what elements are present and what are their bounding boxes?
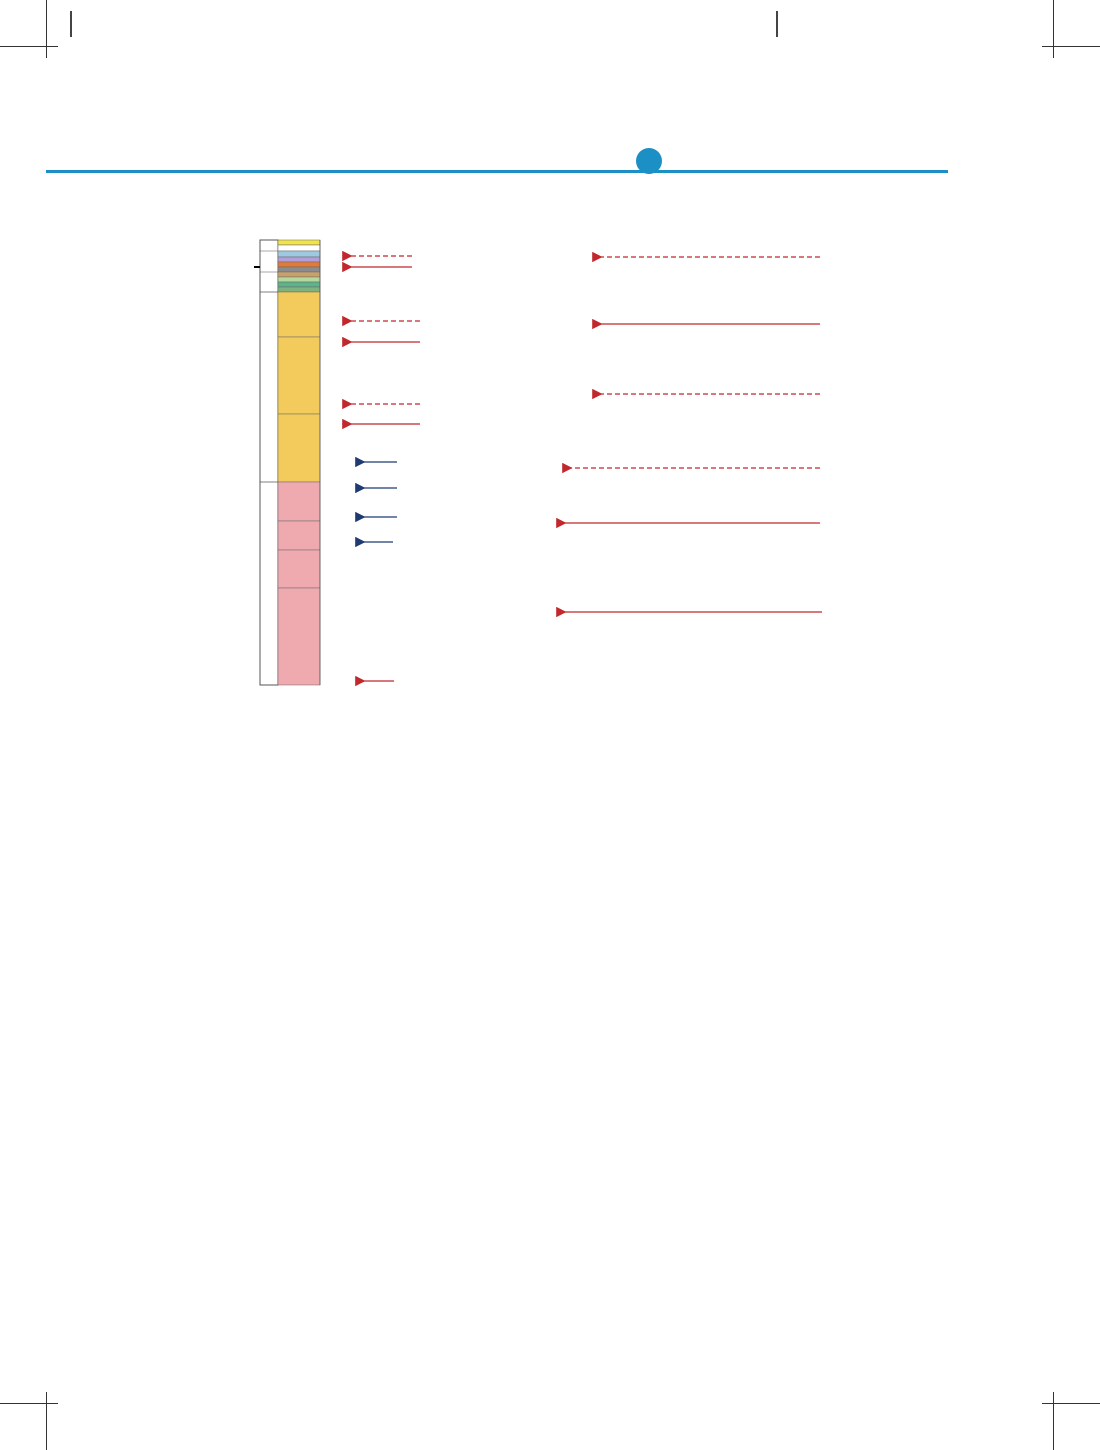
gray-calibration-bar xyxy=(70,11,72,37)
unit-pt1 xyxy=(278,414,320,482)
crop-mark xyxy=(1042,46,1100,47)
crop-mark xyxy=(46,0,47,58)
band-d xyxy=(278,272,320,277)
unit-ar3 xyxy=(278,482,320,521)
continental-evolution-diagram xyxy=(250,230,850,690)
part-label xyxy=(636,148,662,179)
unit-ar0 xyxy=(278,588,320,685)
unit-pt2 xyxy=(278,337,320,414)
unit-ar1 xyxy=(278,550,320,588)
band-p xyxy=(278,262,320,267)
unit-ar2 xyxy=(278,521,320,550)
color-calibration-bar xyxy=(776,11,778,37)
band-j xyxy=(278,251,320,257)
era-label-column xyxy=(260,240,278,685)
unit-pt3 xyxy=(278,292,320,337)
crop-mark xyxy=(0,1403,58,1404)
crop-mark xyxy=(46,1392,47,1450)
band-cenozoic xyxy=(278,240,320,245)
band-s xyxy=(278,277,320,282)
crop-mark xyxy=(1042,1403,1100,1404)
header-rule xyxy=(46,170,948,173)
band-cambrian xyxy=(278,287,320,292)
crop-mark xyxy=(1053,0,1054,58)
band-t xyxy=(278,257,320,262)
band-c xyxy=(278,267,320,272)
figure-6 xyxy=(250,230,850,690)
crop-mark xyxy=(1053,1392,1054,1450)
band-o xyxy=(278,282,320,287)
crop-mark xyxy=(0,46,58,47)
band-k xyxy=(278,245,320,251)
